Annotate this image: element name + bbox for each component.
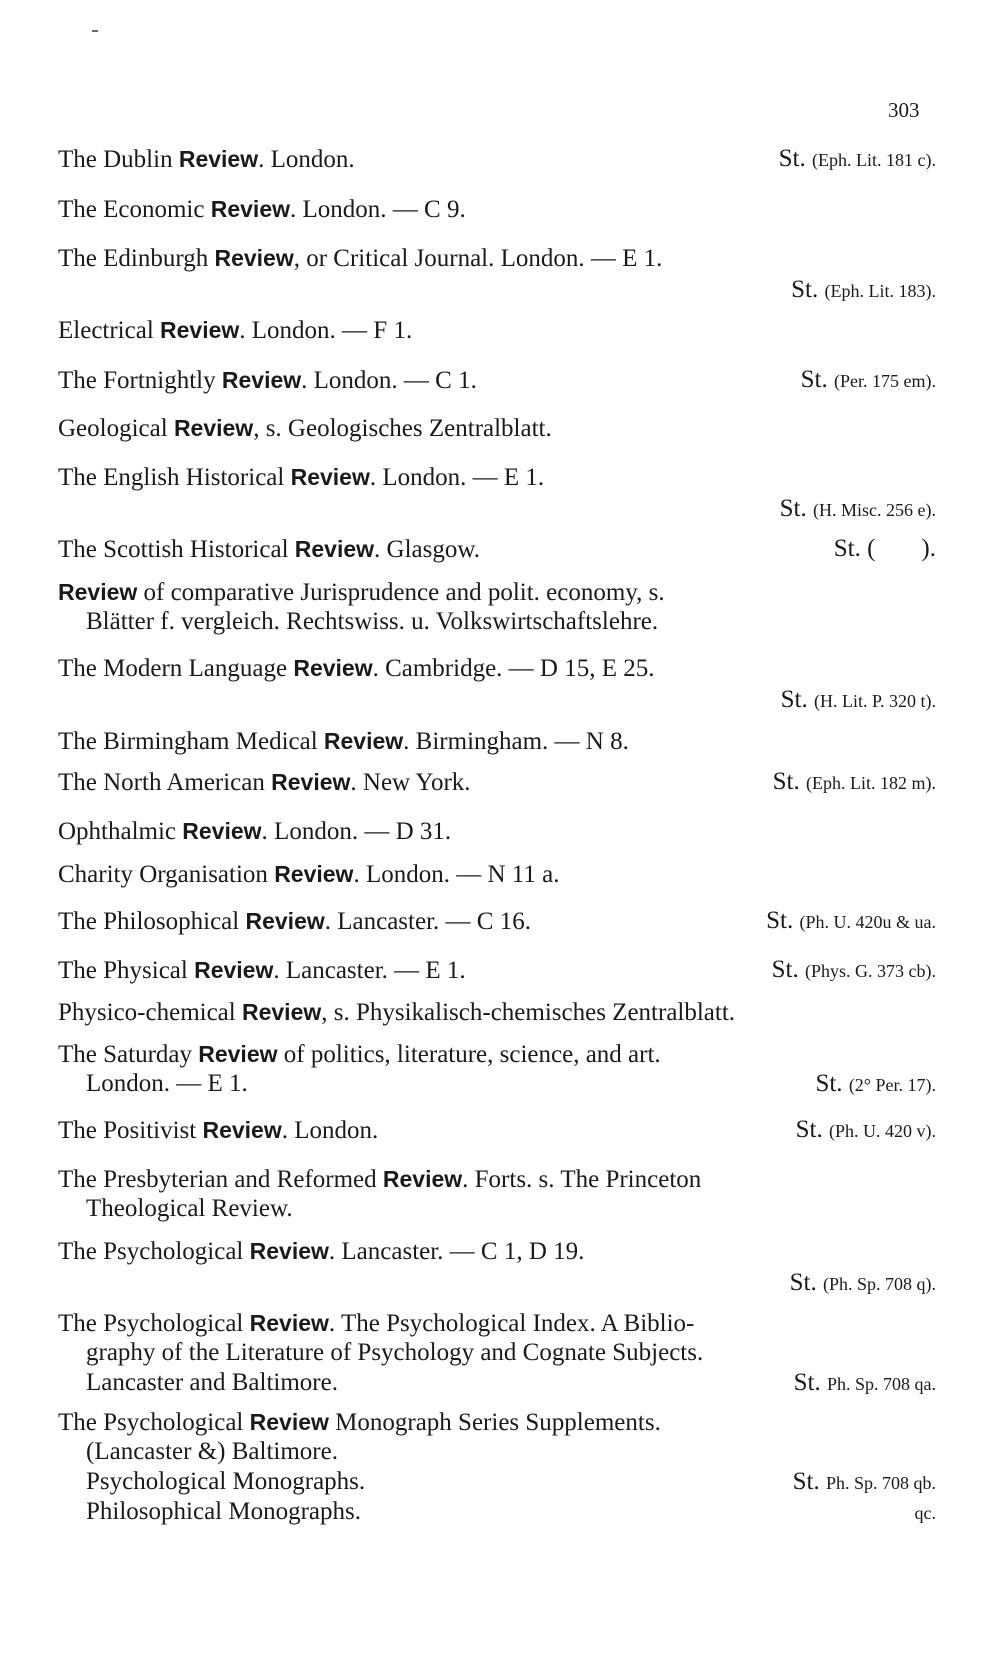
entry-economic-review: The Economic Review. London. — C 9. [58,196,466,223]
entry-psychological-review-index: The Psychological Review. The Psychological Index. A Biblio- graphy of the Literature of Psychology and Cognate Subjects. Lancaster and Baltimore. St. Ph. Sp. 708 qa. [58,1307,936,1399]
entry-saturday-review: The Saturday Review of politics, literature, science, and art. London. — E 1. St. (2° Per. 17). [58,1038,936,1100]
entry-psychological-review-monograph: The Psychological Review Monograph Series Supplements. (Lancaster &) Baltimore. Psychological Monographs. St. Ph. Sp. 708 qb. Philosophical Monographs. qc. [58,1406,936,1528]
entry-modern-language-review: The Modern Language Review. Cambridge. — D 15, E 25. St. (H. Lit. P. 320 t). [58,652,936,712]
shelfmark: St. (Per. 175 em). [800,366,936,393]
shelfmark: St. (H. Misc. 256 e). [779,495,936,522]
shelfmark: St. (Eph. Lit. 182 m). [772,768,936,795]
entry-psychological-review: The Psychological Review. Lancaster. — C 1, D 19. St. (Ph. Sp. 708 q). [58,1235,936,1295]
shelfmark: qc. [914,1503,936,1523]
entry-dublin-review [58,143,936,175]
entry-positivist-review: The Positivist Review. London. St. (Ph. U. 420 v). [58,1114,936,1146]
shelfmark: St. (2° Per. 17). [815,1070,936,1097]
entry-line: The Dublin Review. London. St. (Eph. Lit. 181 c). [58,143,936,175]
shelfmark: St. (Phys. G. 373 cb). [771,956,936,983]
entry-fortnightly-review: The Fortnightly Review. London. — C 1. St. (Per. 175 em). [58,364,936,396]
entry-geological-review: Geological Review, s. Geologisches Zentralblatt. [58,415,552,442]
entry-north-american-review: The North American Review. New York. St. (Eph. Lit. 182 m). [58,766,936,798]
entry-philosophical-review: The Philosophical Review. Lancaster. — C 16. St. (Ph. U. 420u & ua. [58,905,936,937]
shelfmark: St. Ph. Sp. 708 qb. [792,1468,936,1495]
shelfmark: St. (Eph. Lit. 183). [791,276,936,303]
entry-charity-organisation-review: Charity Organisation Review. London. — N 11 a. [58,861,560,888]
entry-scottish-historical-review: The Scottish Historical Review. Glasgow. St. ( ). [58,535,936,563]
entry-english-historical-review: The English Historical Review. London. — E 1. St. (H. Misc. 256 e). [58,461,936,521]
entry-physical-review: The Physical Review. Lancaster. — E 1. St. (Phys. G. 373 cb). [58,954,936,986]
shelfmark: St. Ph. Sp. 708 qa. [793,1369,936,1396]
entry-presbyterian-reformed-review: The Presbyterian and Reformed Review. Forts. s. The Princeton Theological Review. [58,1166,702,1222]
shelfmark: St. (H. Lit. P. 320 t). [780,686,936,713]
entry-ophthalmic-review: Ophthalmic Review. London. — D 31. [58,818,452,845]
shelfmark: St. (Ph. U. 420 v). [795,1116,936,1143]
shelfmark: St. (Eph. Lit. 181 c). [778,145,936,172]
shelfmark: St. (Ph. Sp. 708 q). [789,1269,936,1296]
entry-electrical-review: Electrical Review. London. — F 1. [58,317,413,344]
page-number: 303 [888,98,920,122]
entry-physico-chemical-review: Physico-chemical Review, s. Physikalisch-chemisches Zentralblatt. [58,999,736,1026]
shelfmark: St. (Ph. U. 420u & ua. [766,907,936,934]
entry-review-comparative-jurisprudence: Review of comparative Jurisprudence and polit. economy, s. Blätter f. vergleich. Rechtswiss. u. Volkswirtschaftslehre. [58,579,665,635]
entry-birmingham-medical-review: The Birmingham Medical Review. Birmingham. — N 8. [58,728,629,755]
scan-speck [92,30,98,32]
entry-edinburgh-review: The Edinburgh Review, or Critical Journal. London. — E 1. St. (Eph. Lit. 183). [58,242,936,302]
shelfmark: St. ( ). [833,535,936,562]
